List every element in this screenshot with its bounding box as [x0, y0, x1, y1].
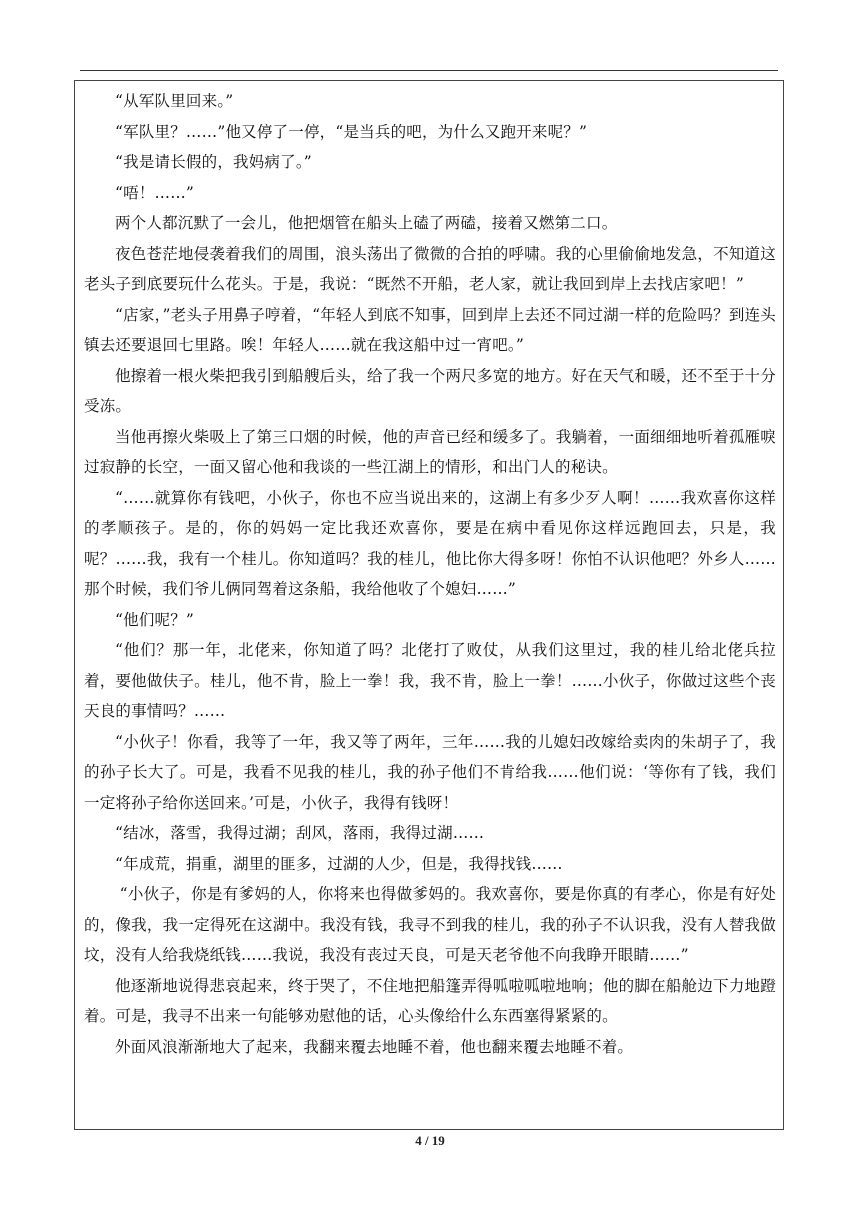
- paragraph: “结冰，落雪，我得过湖；刮风，落雨，我得过湖……: [115, 824, 485, 842]
- paragraph: 两个人都沉默了一会儿，他把烟管在船头上磕了两磕，接着又燃第二口。: [115, 214, 618, 232]
- paragraph: “唔！……”: [115, 183, 195, 202]
- paragraph: “我是请长假的，我妈病了。”: [115, 153, 312, 171]
- paragraph: “小伙子，你是有爹妈的人，你将来也得做爹妈的。我欢喜你，要是你真的有孝心，你是有好处的，像我，我一定得死在这湖中。我没有钱，我寻不到我的桂儿，我的孙子不认识我，没有人替我做坟，没有人给我烧纸钱……我说，我没有丧过天良，可是天老爷他不向我睁开眼睛……”: [84, 885, 776, 964]
- paragraph: “军队里？……”他又停了一停，“是当兵的吧，为什么又跑开来呢？”: [115, 122, 588, 141]
- paragraph: 当他再擦火柴吸上了第三口烟的时候，他的声音已经和缓多了。我躺着，一面细细地听着孤雁唳过寂静的长空，一面又留心他和我谈的一些江湖上的情形，和出门人的秘诀。: [84, 427, 776, 476]
- paragraph: 他逐渐地说得悲哀起来，终于哭了，不住地把船篷弄得呱啦呱啦地响；他的脚在船舱边下力地蹬着。可是，我寻不出来一句能够劝慰他的话，心头像给什么东西塞得紧紧的。: [84, 976, 776, 1025]
- paragraph: “年成荒，捐重，湖里的匪多，过湖的人少，但是，我得找钱……: [115, 854, 563, 873]
- page-number: 4 / 19: [415, 1133, 445, 1148]
- paragraph: 夜色苍茫地侵袭着我们的周围，浪头荡出了微微的合拍的呼啸。我的心里偷偷地发急，不知道这老头子到底要玩什么花头。于是，我说：“既然不开船，老人家，就让我回到岸上去找店家吧！”: [84, 244, 776, 293]
- paragraph: “他们呢？”: [115, 610, 195, 629]
- paragraph: “他们？那一年，北佬来，你知道了吗？北佬打了败仗，从我们这里过，我的桂儿给北佬兵拉着，要他做伕子。桂儿，他不肯，脸上一拳！我，我不肯，脸上一拳！……小伙子，你做过这些个丧天良的事情吗？……: [84, 641, 776, 720]
- paragraph: 外面风浪渐渐地大了起来，我翻来覆去地睡不着，他也翻来覆去地睡不着。: [115, 1037, 634, 1056]
- header-rule: [80, 70, 778, 71]
- paragraph: 他擦着一根火柴把我引到船艘后头，给了我一个两尺多宽的地方。好在天气和暖，还不至于十分受冻。: [84, 366, 776, 415]
- paragraph: “从军队里回来。”: [115, 92, 234, 110]
- paragraph: “……就算你有钱吧，小伙子，你也不应当说出来的，这湖上有多少歹人啊！……我欢喜你这样的孝顺孩子。是的，你的妈妈一定比我还欢喜你，要是在病中看见你这样远跑回去，只是，我呢？……我，我有一个桂儿。你知道吗？我的桂儿，他比你大得多呀！你怕不认识他吧？外乡人……那个时候，我们爷儿俩同驾着这条船，我给他收了个媳妇……”: [84, 488, 776, 598]
- paragraph: “店家，”老头子用鼻子哼着，“年轻人到底不知事，回到岸上去还不同过湖一样的危险吗？到连头镇去还要退回七里路。唉！年轻人……就在我这船中过一宵吧。”: [84, 305, 776, 354]
- story-text: [84, 86, 776, 1062]
- paragraph: “小伙子！你看，我等了一年，我又等了两年，三年……我的儿媳妇改嫁给卖肉的朱胡子了，我的孙子长大了。可是，我看不见我的桂儿，我的孙子他们不肯给我……他们说：‘等你有了钱，我们一定将孙子给你送回来。’可是，小伙子，我得有钱呀！: [84, 732, 776, 812]
